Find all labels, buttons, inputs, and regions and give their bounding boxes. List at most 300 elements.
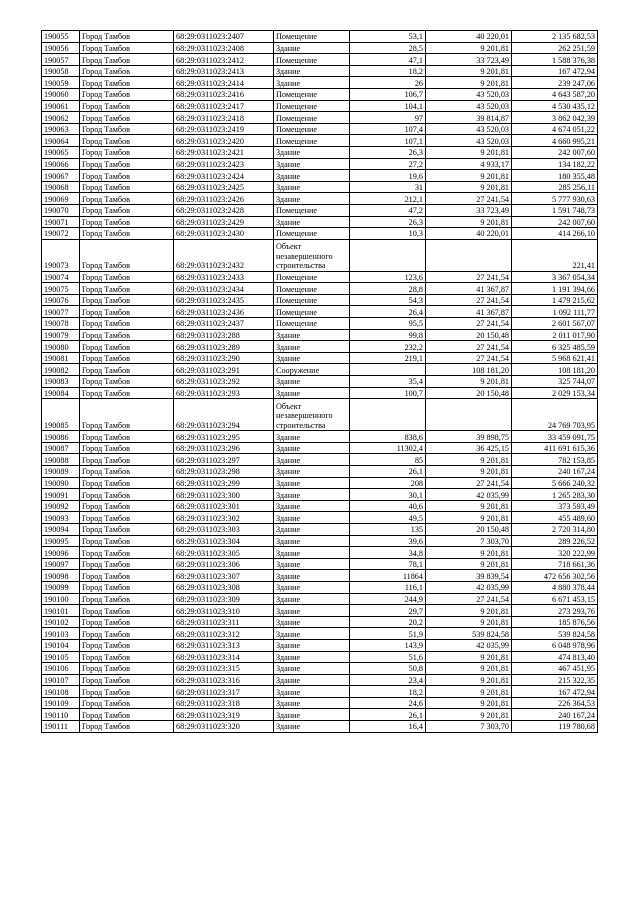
cadastral-number-cell: 68:29:0311023:288 <box>174 329 274 341</box>
cadastral-value-cell: 33 459 091,75 <box>512 431 598 443</box>
unit-value-cell: 9 201,81 <box>426 170 512 182</box>
settlement-cell: Город Тамбов <box>80 204 174 216</box>
row-number-cell: 190106 <box>42 663 80 675</box>
cadastral-value-cell: 239 247,06 <box>512 77 598 89</box>
area-cell: 26,1 <box>350 466 426 478</box>
object-type-cell: Здание <box>274 146 350 158</box>
unit-value-cell: 27 241,54 <box>426 271 512 283</box>
cadastral-number-cell: 68:29:0311023:2429 <box>174 216 274 228</box>
row-number-cell: 190094 <box>42 523 80 535</box>
row-number-cell: 190067 <box>42 170 80 182</box>
area-cell: 97 <box>350 112 426 124</box>
cadastral-value-cell: 4 674 051,22 <box>512 123 598 135</box>
settlement-cell: Город Тамбов <box>80 558 174 570</box>
settlement-cell: Город Тамбов <box>80 135 174 147</box>
unit-value-cell: 9 201,81 <box>426 616 512 628</box>
object-type-cell: Помещение <box>274 123 350 135</box>
area-cell: 232,2 <box>350 341 426 353</box>
row-number-cell: 190082 <box>42 364 80 376</box>
table-row <box>42 42 598 54</box>
area-cell: 47,1 <box>350 54 426 66</box>
object-type-cell: Здание <box>274 376 350 388</box>
cadastral-value-cell: 167 472,94 <box>512 686 598 698</box>
cadastral-value-cell: 320 222,99 <box>512 547 598 559</box>
unit-value-cell: 9 201,81 <box>426 77 512 89</box>
object-type-cell: Здание <box>274 329 350 341</box>
unit-value-cell: 33 723,49 <box>426 204 512 216</box>
settlement-cell: Город Тамбов <box>80 170 174 182</box>
table-row <box>42 697 598 709</box>
settlement-cell: Город Тамбов <box>80 686 174 698</box>
area-cell <box>350 399 426 431</box>
table-row <box>42 54 598 66</box>
unit-value-cell <box>426 239 512 271</box>
unit-value-cell: 9 201,81 <box>426 674 512 686</box>
unit-value-cell: 4 933,17 <box>426 158 512 170</box>
cadastral-value-cell: 2 720 314,80 <box>512 523 598 535</box>
table-row <box>42 489 598 501</box>
object-type-cell: Здание <box>274 431 350 443</box>
area-cell: 100,7 <box>350 387 426 399</box>
settlement-cell: Город Тамбов <box>80 228 174 240</box>
settlement-cell: Город Тамбов <box>80 88 174 100</box>
unit-value-cell: 9 201,81 <box>426 216 512 228</box>
row-number-cell: 190078 <box>42 318 80 330</box>
unit-value-cell: 9 201,81 <box>426 605 512 617</box>
unit-value-cell: 40 220,01 <box>426 31 512 43</box>
cadastral-value-cell: 474 813,40 <box>512 651 598 663</box>
table-row <box>42 616 598 628</box>
object-type-cell: Здание <box>274 42 350 54</box>
table-row <box>42 663 598 675</box>
row-number-cell: 190075 <box>42 283 80 295</box>
table-row <box>42 512 598 524</box>
cadastral-value-cell: 2 135 682,53 <box>512 31 598 43</box>
table-row <box>42 466 598 478</box>
cadastral-number-cell: 68:29:0311023:308 <box>174 581 274 593</box>
row-number-cell: 190096 <box>42 547 80 559</box>
table-row <box>42 193 598 205</box>
settlement-cell: Город Тамбов <box>80 306 174 318</box>
object-type-cell: Здание <box>274 547 350 559</box>
table-row <box>42 318 598 330</box>
cadastral-number-cell: 68:29:0311023:302 <box>174 512 274 524</box>
table-row <box>42 239 598 271</box>
table-row <box>42 31 598 43</box>
row-number-cell: 190073 <box>42 239 80 271</box>
cadastral-value-cell: 240 167,24 <box>512 709 598 721</box>
unit-value-cell: 20 150,48 <box>426 387 512 399</box>
area-cell: 116,1 <box>350 581 426 593</box>
cadastral-value-cell: 3 367 054,34 <box>512 271 598 283</box>
settlement-cell: Город Тамбов <box>80 158 174 170</box>
object-type-cell: Сооружение <box>274 364 350 376</box>
unit-value-cell: 7 303,70 <box>426 535 512 547</box>
row-number-cell: 190069 <box>42 193 80 205</box>
cadastral-number-cell: 68:29:0311023:2420 <box>174 135 274 147</box>
unit-value-cell: 43 520,03 <box>426 123 512 135</box>
object-type-cell: Помещение <box>274 283 350 295</box>
cadastral-number-cell: 68:29:0311023:316 <box>174 674 274 686</box>
settlement-cell: Город Тамбов <box>80 697 174 709</box>
cadastral-value-cell: 539 824,58 <box>512 628 598 640</box>
cadastral-number-cell: 68:29:0311023:2417 <box>174 100 274 112</box>
object-type-cell: Здание <box>274 697 350 709</box>
row-number-cell: 190080 <box>42 341 80 353</box>
table-row <box>42 581 598 593</box>
cadastral-number-cell: 68:29:0311023:2416 <box>174 88 274 100</box>
row-number-cell: 190101 <box>42 605 80 617</box>
area-cell: 34,8 <box>350 547 426 559</box>
unit-value-cell: 42 035,99 <box>426 639 512 651</box>
settlement-cell: Город Тамбов <box>80 651 174 663</box>
area-cell: 26,1 <box>350 709 426 721</box>
area-cell: 18,2 <box>350 686 426 698</box>
object-type-cell: Здание <box>274 651 350 663</box>
settlement-cell: Город Тамбов <box>80 387 174 399</box>
row-number-cell: 190095 <box>42 535 80 547</box>
object-type-cell: Здание <box>274 65 350 77</box>
area-cell: 135 <box>350 523 426 535</box>
row-number-cell: 190104 <box>42 639 80 651</box>
object-type-cell: Объект незавершенного строительства <box>274 399 350 431</box>
unit-value-cell: 9 201,81 <box>426 547 512 559</box>
cadastral-value-cell: 119 780,68 <box>512 721 598 733</box>
table-row <box>42 135 598 147</box>
cadastral-number-cell: 68:29:0311023:315 <box>174 663 274 675</box>
area-cell: 26,3 <box>350 146 426 158</box>
area-cell: 49,5 <box>350 512 426 524</box>
row-number-cell: 190087 <box>42 442 80 454</box>
cadastral-value-cell: 240 167,24 <box>512 466 598 478</box>
object-type-cell: Помещение <box>274 88 350 100</box>
area-cell: 51,6 <box>350 651 426 663</box>
table-row <box>42 523 598 535</box>
table-body <box>42 31 598 733</box>
table-row <box>42 352 598 364</box>
unit-value-cell: 9 201,81 <box>426 454 512 466</box>
object-type-cell: Здание <box>274 605 350 617</box>
area-cell: 50,8 <box>350 663 426 675</box>
settlement-cell: Город Тамбов <box>80 535 174 547</box>
table-row <box>42 605 598 617</box>
cadastral-value-cell: 242 007,60 <box>512 216 598 228</box>
unit-value-cell: 9 201,81 <box>426 663 512 675</box>
settlement-cell: Город Тамбов <box>80 112 174 124</box>
settlement-cell: Город Тамбов <box>80 593 174 605</box>
cadastral-number-cell: 68:29:0311023:312 <box>174 628 274 640</box>
area-cell: 39,6 <box>350 535 426 547</box>
area-cell: 26,3 <box>350 216 426 228</box>
cadastral-number-cell: 68:29:0311023:317 <box>174 686 274 698</box>
table-row <box>42 500 598 512</box>
cadastral-number-cell: 68:29:0311023:296 <box>174 442 274 454</box>
object-type-cell: Здание <box>274 721 350 733</box>
cadastral-value-cell: 24 769 703,95 <box>512 399 598 431</box>
table-row <box>42 364 598 376</box>
settlement-cell: Город Тамбов <box>80 31 174 43</box>
cadastral-value-cell: 6 671 453,15 <box>512 593 598 605</box>
cadastral-number-cell: 68:29:0311023:298 <box>174 466 274 478</box>
object-type-cell: Здание <box>274 352 350 364</box>
cadastral-value-cell: 373 593,49 <box>512 500 598 512</box>
row-number-cell: 190102 <box>42 616 80 628</box>
settlement-cell: Город Тамбов <box>80 193 174 205</box>
cadastral-number-cell: 68:29:0311023:299 <box>174 477 274 489</box>
cadastral-number-cell: 68:29:0311023:303 <box>174 523 274 535</box>
area-cell: 95,5 <box>350 318 426 330</box>
cadastral-value-cell: 5 777 930,63 <box>512 193 598 205</box>
cadastral-value-cell: 455 489,60 <box>512 512 598 524</box>
table-row <box>42 547 598 559</box>
area-cell: 53,1 <box>350 31 426 43</box>
unit-value-cell <box>426 399 512 431</box>
unit-value-cell: 27 241,54 <box>426 294 512 306</box>
table-row <box>42 100 598 112</box>
settlement-cell: Город Тамбов <box>80 42 174 54</box>
settlement-cell: Город Тамбов <box>80 399 174 431</box>
object-type-cell: Здание <box>274 193 350 205</box>
row-number-cell: 190058 <box>42 65 80 77</box>
object-type-cell: Помещение <box>274 112 350 124</box>
row-number-cell: 190093 <box>42 512 80 524</box>
area-cell: 19,6 <box>350 170 426 182</box>
unit-value-cell: 9 201,81 <box>426 42 512 54</box>
unit-value-cell: 27 241,54 <box>426 477 512 489</box>
object-type-cell: Здание <box>274 512 350 524</box>
table-row <box>42 593 598 605</box>
table-row <box>42 271 598 283</box>
row-number-cell: 190059 <box>42 77 80 89</box>
cadastral-value-cell: 325 744,07 <box>512 376 598 388</box>
area-cell: 40,6 <box>350 500 426 512</box>
area-cell: 219,1 <box>350 352 426 364</box>
area-cell: 16,4 <box>350 721 426 733</box>
row-number-cell: 190091 <box>42 489 80 501</box>
cadastral-number-cell: 68:29:0311023:289 <box>174 341 274 353</box>
unit-value-cell: 20 150,48 <box>426 329 512 341</box>
row-number-cell: 190098 <box>42 570 80 582</box>
settlement-cell: Город Тамбов <box>80 500 174 512</box>
unit-value-cell: 33 723,49 <box>426 54 512 66</box>
row-number-cell: 190070 <box>42 204 80 216</box>
cadastral-number-cell: 68:29:0311023:2423 <box>174 158 274 170</box>
table-row <box>42 535 598 547</box>
cadastral-number-cell: 68:29:0311023:2436 <box>174 306 274 318</box>
cadastral-number-cell: 68:29:0311023:293 <box>174 387 274 399</box>
table-row <box>42 306 598 318</box>
cadastral-number-cell: 68:29:0311023:304 <box>174 535 274 547</box>
cadastral-value-cell: 782 153,85 <box>512 454 598 466</box>
settlement-cell: Город Тамбов <box>80 628 174 640</box>
row-number-cell: 190089 <box>42 466 80 478</box>
area-cell: 29,7 <box>350 605 426 617</box>
area-cell: 30,1 <box>350 489 426 501</box>
row-number-cell: 190071 <box>42 216 80 228</box>
table-row <box>42 283 598 295</box>
table-row <box>42 123 598 135</box>
area-cell: 24,6 <box>350 697 426 709</box>
cadastral-number-cell: 68:29:0311023:2425 <box>174 181 274 193</box>
area-cell: 26,4 <box>350 306 426 318</box>
settlement-cell: Город Тамбов <box>80 100 174 112</box>
cadastral-value-cell: 108 181,20 <box>512 364 598 376</box>
settlement-cell: Город Тамбов <box>80 721 174 733</box>
cadastral-number-cell: 68:29:0311023:295 <box>174 431 274 443</box>
settlement-cell: Город Тамбов <box>80 271 174 283</box>
row-number-cell: 190057 <box>42 54 80 66</box>
settlement-cell: Город Тамбов <box>80 512 174 524</box>
table-row <box>42 454 598 466</box>
cadastral-number-cell: 68:29:0311023:2435 <box>174 294 274 306</box>
area-cell: 20,2 <box>350 616 426 628</box>
cadastral-value-cell: 167 472,94 <box>512 65 598 77</box>
area-cell: 31 <box>350 181 426 193</box>
table-row <box>42 431 598 443</box>
cadastral-value-cell: 273 293,76 <box>512 605 598 617</box>
row-number-cell: 190084 <box>42 387 80 399</box>
unit-value-cell: 7 303,70 <box>426 721 512 733</box>
object-type-cell: Здание <box>274 535 350 547</box>
row-number-cell: 190105 <box>42 651 80 663</box>
row-number-cell: 190103 <box>42 628 80 640</box>
cadastral-number-cell: 68:29:0311023:297 <box>174 454 274 466</box>
cadastral-number-cell: 68:29:0311023:307 <box>174 570 274 582</box>
settlement-cell: Город Тамбов <box>80 341 174 353</box>
unit-value-cell: 42 035,99 <box>426 489 512 501</box>
table-row <box>42 204 598 216</box>
cadastral-value-cell: 134 182,22 <box>512 158 598 170</box>
area-cell: 244,9 <box>350 593 426 605</box>
area-cell: 28,5 <box>350 42 426 54</box>
cadastral-number-cell: 68:29:0311023:309 <box>174 593 274 605</box>
object-type-cell: Помещение <box>274 135 350 147</box>
table-row <box>42 639 598 651</box>
area-cell <box>350 364 426 376</box>
row-number-cell: 190076 <box>42 294 80 306</box>
row-number-cell: 190083 <box>42 376 80 388</box>
cadastral-value-cell: 5 968 621,41 <box>512 352 598 364</box>
unit-value-cell: 27 241,54 <box>426 318 512 330</box>
cadastral-number-cell: 68:29:0311023:292 <box>174 376 274 388</box>
area-cell: 107,1 <box>350 135 426 147</box>
area-cell: 104,1 <box>350 100 426 112</box>
object-type-cell: Здание <box>274 341 350 353</box>
settlement-cell: Город Тамбов <box>80 364 174 376</box>
table-row <box>42 77 598 89</box>
table-row <box>42 146 598 158</box>
unit-value-cell: 27 241,54 <box>426 341 512 353</box>
cadastral-number-cell: 68:29:0311023:2421 <box>174 146 274 158</box>
row-number-cell: 190074 <box>42 271 80 283</box>
object-type-cell: Помещение <box>274 228 350 240</box>
settlement-cell: Город Тамбов <box>80 146 174 158</box>
object-type-cell: Здание <box>274 523 350 535</box>
settlement-cell: Город Тамбов <box>80 674 174 686</box>
cadastral-number-cell: 68:29:0311023:2430 <box>174 228 274 240</box>
area-cell: 35,4 <box>350 376 426 388</box>
settlement-cell: Город Тамбов <box>80 477 174 489</box>
object-type-cell: Здание <box>274 170 350 182</box>
cadastral-value-cell: 414 266,10 <box>512 228 598 240</box>
unit-value-cell: 9 201,81 <box>426 686 512 698</box>
settlement-cell: Город Тамбов <box>80 454 174 466</box>
object-type-cell: Здание <box>274 442 350 454</box>
row-number-cell: 190092 <box>42 500 80 512</box>
row-number-cell: 190077 <box>42 306 80 318</box>
unit-value-cell: 9 201,81 <box>426 500 512 512</box>
unit-value-cell: 9 201,81 <box>426 146 512 158</box>
object-type-cell: Здание <box>274 674 350 686</box>
row-number-cell: 190097 <box>42 558 80 570</box>
unit-value-cell: 43 520,03 <box>426 100 512 112</box>
cadastral-value-cell: 185 876,56 <box>512 616 598 628</box>
row-number-cell: 190063 <box>42 123 80 135</box>
cadastral-value-cell: 467 451,95 <box>512 663 598 675</box>
cadastral-number-cell: 68:29:0311023:318 <box>174 697 274 709</box>
object-type-cell: Объект незавершенного строительства <box>274 239 350 271</box>
settlement-cell: Город Тамбов <box>80 329 174 341</box>
unit-value-cell: 9 201,81 <box>426 181 512 193</box>
object-type-cell: Здание <box>274 628 350 640</box>
cadastral-value-cell: 3 862 042,39 <box>512 112 598 124</box>
area-cell: 11864 <box>350 570 426 582</box>
settlement-cell: Город Тамбов <box>80 216 174 228</box>
object-type-cell: Здание <box>274 466 350 478</box>
unit-value-cell: 39 839,54 <box>426 570 512 582</box>
cadastral-number-cell: 68:29:0311023:2437 <box>174 318 274 330</box>
settlement-cell: Город Тамбов <box>80 466 174 478</box>
cadastral-number-cell: 68:29:0311023:2434 <box>174 283 274 295</box>
object-type-cell: Здание <box>274 639 350 651</box>
table-row <box>42 65 598 77</box>
unit-value-cell: 41 367,87 <box>426 306 512 318</box>
cadastral-value-cell: 2 029 153,34 <box>512 387 598 399</box>
unit-value-cell: 36 425,15 <box>426 442 512 454</box>
cadastral-value-cell: 221,41 <box>512 239 598 271</box>
object-type-cell: Здание <box>274 454 350 466</box>
object-type-cell: Помещение <box>274 306 350 318</box>
table-row <box>42 399 598 431</box>
object-type-cell: Здание <box>274 686 350 698</box>
row-number-cell: 190060 <box>42 88 80 100</box>
object-type-cell: Здание <box>274 593 350 605</box>
area-cell: 23,4 <box>350 674 426 686</box>
settlement-cell: Город Тамбов <box>80 65 174 77</box>
object-type-cell: Здание <box>274 709 350 721</box>
area-cell: 28,8 <box>350 283 426 295</box>
cadastral-number-cell: 68:29:0311023:2433 <box>174 271 274 283</box>
cadastral-value-cell: 1 591 748,73 <box>512 204 598 216</box>
area-cell: 123,6 <box>350 271 426 283</box>
row-number-cell: 190066 <box>42 158 80 170</box>
cadastral-number-cell: 68:29:0311023:306 <box>174 558 274 570</box>
cadastral-number-cell: 68:29:0311023:291 <box>174 364 274 376</box>
unit-value-cell: 43 520,03 <box>426 88 512 100</box>
unit-value-cell: 9 201,81 <box>426 65 512 77</box>
cadastral-number-cell: 68:29:0311023:314 <box>174 651 274 663</box>
settlement-cell: Город Тамбов <box>80 547 174 559</box>
area-cell: 838,6 <box>350 431 426 443</box>
unit-value-cell: 108 181,20 <box>426 364 512 376</box>
table-row <box>42 112 598 124</box>
row-number-cell: 190072 <box>42 228 80 240</box>
unit-value-cell: 9 201,81 <box>426 376 512 388</box>
unit-value-cell: 27 241,54 <box>426 593 512 605</box>
object-type-cell: Здание <box>274 477 350 489</box>
unit-value-cell: 9 201,81 <box>426 466 512 478</box>
settlement-cell: Город Тамбов <box>80 489 174 501</box>
